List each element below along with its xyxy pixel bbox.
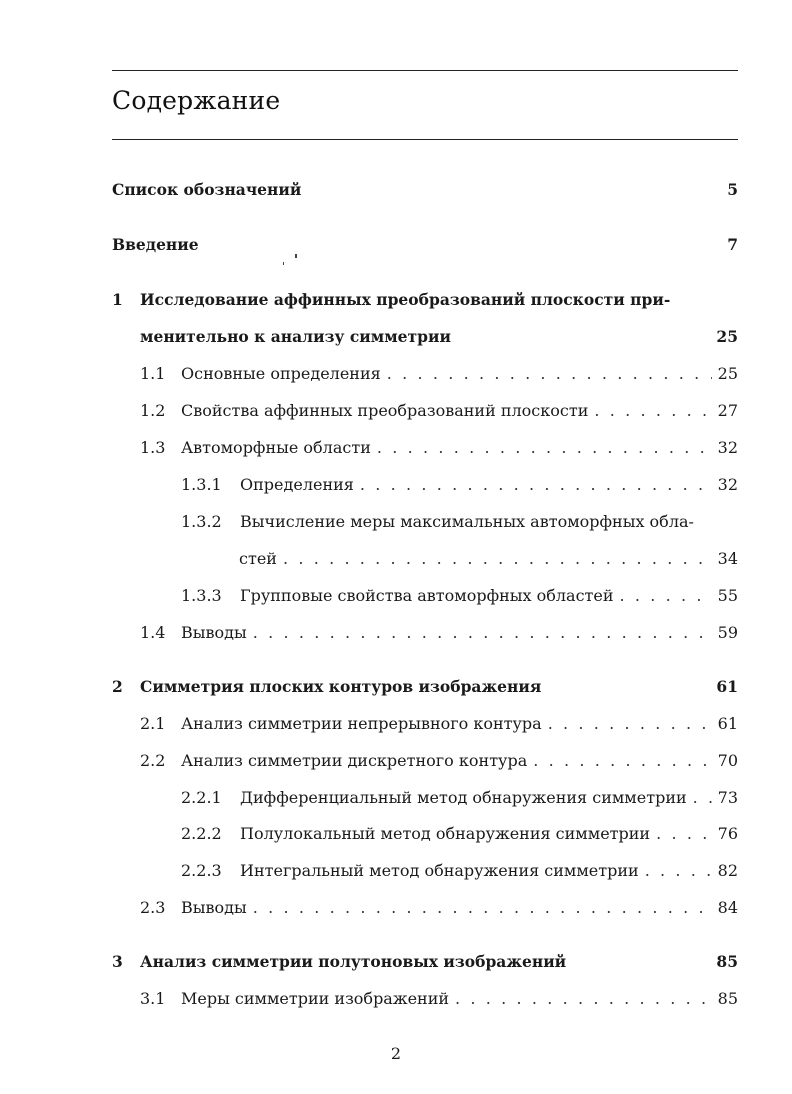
toc-entry-2-2-1[interactable] [181,788,738,808]
toc-number: 2.1 [140,714,166,733]
toc-label: Меры симметрии изображений [181,989,450,1008]
scan-speck [283,262,284,265]
toc-label: Симметрия плоских контуров изображения [140,677,542,696]
toc-page: 25 [717,364,738,383]
toc-number: 2.2.3 [181,861,222,880]
leader-dots [533,751,712,771]
toc-label: Список обозначений [112,180,302,199]
toc-page: 85 [716,952,738,971]
toc-page: 82 [717,861,738,880]
toc-number: 3.1 [140,989,166,1008]
toc-entry-1-3-3[interactable] [181,586,738,606]
toc-page: 7 [727,235,738,254]
toc-label: Интегральный метод обнаружения симметрии [240,861,639,880]
toc-number: 3 [112,952,123,971]
toc-label: Дифференциальный метод обнаружения симметрии [240,788,687,807]
toc-page: 84 [717,898,738,917]
toc-label: Групповые свойства автоморфных областей [240,586,614,605]
leader-dots [283,549,712,569]
leader-dots [253,623,712,643]
toc-number: 1.3.2 [181,512,222,531]
toc-label: Свойства аффинных преобразований плоскости [181,401,589,420]
page-number: 2 [390,1044,402,1063]
toc-entry-1-3-1[interactable] [181,475,738,495]
toc-label: Анализ симметрии полутоновых изображений [140,952,567,971]
toc-label: Исследование аффинных преобразований плоскости при- [140,290,671,309]
toc-entry-1-3[interactable] [140,438,738,458]
toc-number: 2.3 [140,898,166,917]
toc-number: 2.2.2 [181,824,222,843]
toc-number: 1.1 [140,364,166,383]
toc-entry-2-1[interactable] [140,714,738,734]
toc-number: 1.3.1 [181,475,222,494]
toc-entry-notation[interactable] [112,180,738,200]
toc-page: 55 [717,586,738,605]
toc-label: Определения [240,475,354,494]
toc-page: 5 [727,180,738,199]
toc-chapter-2[interactable] [112,677,738,697]
top-rule [112,70,738,71]
toc-label: Выводы [181,623,247,642]
toc-label: менительно к анализу симметрии [140,327,451,346]
leader-dots [693,788,712,808]
toc-page: 61 [717,714,738,733]
leader-dots [656,824,712,844]
toc-entry-3-1[interactable] [140,989,738,1009]
toc-chapter-1[interactable] [112,290,738,310]
toc-entry-1-1[interactable] [140,364,738,384]
toc-label: Вычисление меры максимальных автоморфных обла- [240,512,694,531]
leader-dots [253,898,712,918]
toc-number: 1.2 [140,401,166,420]
toc-label: Выводы [181,898,247,917]
toc-entry-intro[interactable] [112,235,738,255]
toc-label: Автоморфные области [181,438,371,457]
toc-entry-2-2-2[interactable] [181,824,738,844]
toc-entry-1-4[interactable] [140,623,738,643]
toc-number: 1.4 [140,623,166,642]
toc-page: 61 [716,677,738,696]
toc-number: 2.2 [140,751,166,770]
leader-dots [620,586,712,606]
toc-label: Анализ симметрии дискретного контура [181,751,528,770]
toc-page: 85 [717,989,738,1008]
leader-dots [360,475,712,495]
toc-page: 73 [717,788,738,807]
toc-entry-2-2-3[interactable] [181,861,738,881]
toc-label: Введение [112,235,199,254]
toc-page: 76 [717,824,738,843]
toc-page: 27 [717,401,738,420]
toc-page: 32 [717,475,738,494]
toc-entry-1-3-2[interactable] [181,512,738,532]
leader-dots [387,364,712,384]
toc-entry-1-2[interactable] [140,401,738,421]
scan-speck [295,254,297,258]
toc-entry-1-3-2-cont[interactable] [239,549,738,569]
toc-page: 25 [716,327,738,346]
toc-label: Анализ симметрии непрерывного контура [181,714,542,733]
toc-label: Полулокальный метод обнаружения симметрии [240,824,651,843]
toc-number: 1.3.3 [181,586,222,605]
leader-dots [645,861,712,881]
toc-page: 59 [717,623,738,642]
leader-dots [377,438,712,458]
toc-page: 34 [717,549,738,568]
toc-chapter-3[interactable] [112,952,738,972]
leader-dots [594,401,712,421]
toc-page: 32 [717,438,738,457]
toc-entry-2-2[interactable] [140,751,738,771]
toc-number: 1.3 [140,438,166,457]
bottom-rule [112,139,738,140]
toc-number: 2 [112,677,123,696]
leader-dots [455,989,712,1009]
toc-label: Основные определения [181,364,381,383]
toc-page: 70 [717,751,738,770]
leader-dots [548,714,712,734]
toc-chapter-1-cont[interactable] [140,327,738,347]
toc-number: 1 [112,290,123,309]
toc-label: стей [239,549,277,568]
toc-entry-2-3[interactable] [140,898,738,918]
toc-number: 2.2.1 [181,788,222,807]
page-title: Содержание [112,86,281,115]
